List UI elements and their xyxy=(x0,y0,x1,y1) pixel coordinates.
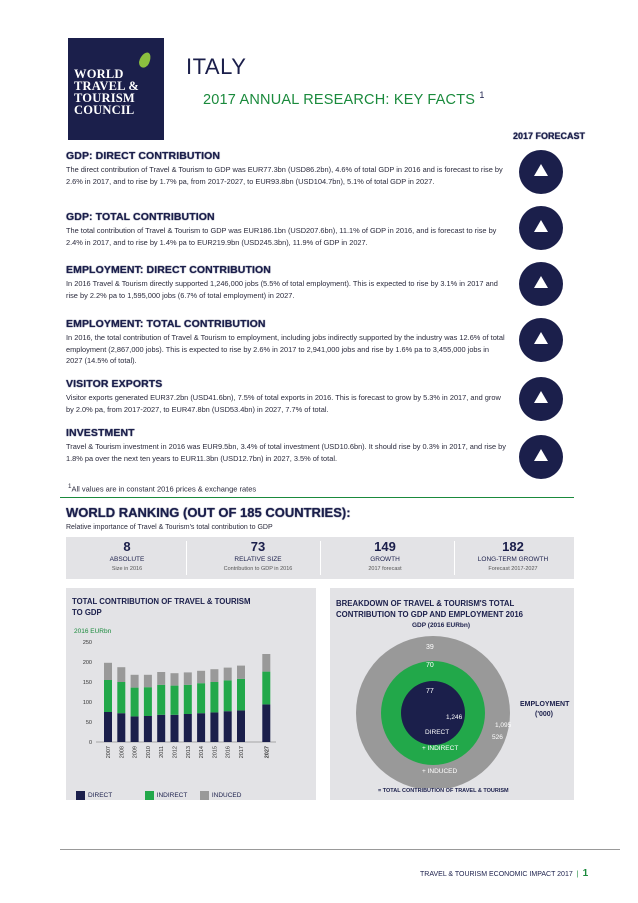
bar-direct-2008 xyxy=(117,713,125,742)
bar-indirect-2027 xyxy=(262,672,270,705)
bar-direct-2007 xyxy=(104,712,112,742)
bar-indirect-2016 xyxy=(224,680,232,711)
breakdown-panel xyxy=(330,588,574,800)
emp-direct-value: 1,246 xyxy=(446,714,463,721)
bar-induced-2008 xyxy=(117,667,125,682)
world-ranking-title: WORLD RANKING (OUT OF 185 COUNTRIES): xyxy=(66,505,351,520)
section-body: In 2016 Travel & Tourism directly supported 1,246,000 jobs (5.5% of total employment). This is expected to rise by 3.1% in 2017 and rise by 2.2% pa to 1,595,000 jobs (6.7% of total employment) in 2027. xyxy=(66,279,498,300)
forecast-up-badge xyxy=(519,150,563,194)
bar-induced-2010 xyxy=(144,675,152,687)
chart-legend xyxy=(76,784,241,802)
x-tick-label: 2011 xyxy=(159,746,166,758)
bar-indirect-2007 xyxy=(104,680,112,712)
y-tick-label: 250 xyxy=(82,640,92,646)
divider xyxy=(60,497,574,498)
x-tick-label: 2007 xyxy=(106,746,112,759)
up-arrow-icon xyxy=(534,276,548,288)
legend-induced: INDUCED xyxy=(200,792,242,799)
section-gdp-total xyxy=(66,211,506,248)
bar-indirect-2012 xyxy=(171,686,179,715)
direct-label: DIRECT xyxy=(425,729,450,736)
bar-induced-2013 xyxy=(184,672,192,684)
bar-direct-2027 xyxy=(262,704,270,742)
y-tick-label: 0 xyxy=(88,740,92,746)
section-title: INVESTMENT xyxy=(66,427,135,439)
bar-indirect-2010 xyxy=(144,687,152,716)
bar-direct-2017 xyxy=(237,710,245,742)
bar-indirect-2015 xyxy=(210,682,218,712)
forecast-up-badge xyxy=(519,262,563,306)
bar-direct-2015 xyxy=(210,712,218,742)
gdp-induced-value: 39 xyxy=(426,644,434,651)
x-tick-label: 2016 xyxy=(225,746,232,759)
forecast-up-badge xyxy=(519,206,563,250)
up-arrow-icon xyxy=(534,332,548,344)
bar-direct-2014 xyxy=(197,713,205,742)
forecast-heading: 2017 FORECAST xyxy=(513,131,586,141)
bar-direct-2011 xyxy=(157,715,165,742)
bar-indirect-2014 xyxy=(197,683,205,713)
bar-direct-2010 xyxy=(144,716,152,742)
gdp-bar-chart xyxy=(66,636,316,776)
x-tick-label: 2015 xyxy=(212,746,219,759)
wttc-logo xyxy=(68,38,164,140)
bar-indirect-2011 xyxy=(157,685,165,715)
page-title: ITALY xyxy=(186,54,247,79)
world-ranking-subtitle: Relative importance of Travel & Tourism's total contribution to GDP xyxy=(66,524,273,531)
rank-growth: 149 GROWTH 2017 forecast xyxy=(368,539,402,572)
up-arrow-icon xyxy=(534,391,548,403)
chart-title: TOTAL CONTRIBUTION OF TRAVEL & TOURISM TO GDP xyxy=(72,597,251,617)
x-tick-label: 2017 xyxy=(239,746,245,759)
x-tick-label: 2027 xyxy=(264,746,271,759)
rank-long-term-growth: 182 LONG-TERM GROWTH Forecast 2017-2027 xyxy=(477,539,549,572)
rank-relative-size: 73 RELATIVE SIZE Contribution to GDP in 2016 xyxy=(223,539,293,572)
indirect-label: + INDIRECT xyxy=(422,745,459,752)
bar-induced-2027 xyxy=(262,654,270,672)
x-tick-label: 2010 xyxy=(145,746,152,759)
total-contribution-note: = TOTAL CONTRIBUTION OF TRAVEL & TOURISM xyxy=(378,788,509,794)
x-tick-label: 2014 xyxy=(199,746,206,759)
employment-label: EMPLOYMENT ('000) xyxy=(520,701,570,718)
bar-induced-2012 xyxy=(171,673,179,685)
bar-induced-2007 xyxy=(104,663,112,680)
y-tick-label: 100 xyxy=(82,700,92,706)
section-employment-total xyxy=(66,318,506,367)
emp-induced-value: 526 xyxy=(492,734,503,741)
x-tick-label: 2012 xyxy=(172,746,179,759)
footnote: $^1$All values are in constant 2016 prices & exchange rates xyxy=(68,483,257,494)
bar-induced-2009 xyxy=(131,675,139,688)
bar-indirect-2009 xyxy=(131,688,139,717)
forecast-up-badge xyxy=(519,377,563,421)
section-title: EMPLOYMENT: DIRECT CONTRIBUTION xyxy=(66,264,271,276)
up-arrow-icon xyxy=(534,449,548,461)
gdp-label: GDP (2016 EURbn) xyxy=(412,622,471,629)
legend-indirect: INDIRECT xyxy=(145,792,188,799)
page-subtitle: 2017 ANNUAL RESEARCH: KEY FACTS $^1$ xyxy=(203,90,485,108)
x-tick-label: 2013 xyxy=(185,746,192,759)
leaf-icon xyxy=(137,51,153,70)
forecast-up-badge xyxy=(519,318,563,362)
logo-text: WORLD TRAVEL & TOURISM COUNCIL xyxy=(74,67,139,117)
bar-direct-2012 xyxy=(171,715,179,742)
section-employment-direct xyxy=(66,264,506,301)
section-body: In 2016, the total contribution of Travel & Tourism to employment, including jobs indirectly supported by the industry was 12.6% of total employment (2,867,000 jobs). This is expected to rise by 2.6% in 2017 to 2,941,000 jobs and rise by 1.6% pa to 3,455,000 jobs in 2027 (14.5% of total). xyxy=(66,333,505,365)
emp-indirect-value: 1,095 xyxy=(495,722,512,729)
gdp-indirect-value: 70 xyxy=(426,662,434,669)
induced-label: + INDUCED xyxy=(422,768,458,775)
page-number: 1 xyxy=(582,868,589,879)
section-visitor-exports xyxy=(66,378,506,415)
up-arrow-icon xyxy=(534,164,548,176)
section-investment xyxy=(66,427,506,464)
footer-rule xyxy=(60,849,620,850)
up-arrow-icon xyxy=(534,220,548,232)
x-tick-label: 2008 xyxy=(119,746,126,759)
section-body: The direct contribution of Travel & Tourism to GDP was EUR77.3bn (USD86.2bn), 4.6% of total GDP in 2016 and is forecast to rise by 2.6% in 2017, and to rise by 1.7% pa, from 2017-2027, to EUR93.8bn (USD104.7bn), 5.1% of total GDP in 2027. xyxy=(66,165,503,186)
section-body: Travel & Tourism investment in 2016 was EUR9.5bn, 3.4% of total investment (USD10.6bn). It should rise by 0.3% in 2017, and rise by 1.8% pa over the next ten years to EUR11.3bn (USD12.7bn) in 2027, 3.5% of total. xyxy=(66,442,506,463)
section-title: EMPLOYMENT: TOTAL CONTRIBUTION xyxy=(66,318,266,330)
section-title: GDP: DIRECT CONTRIBUTION xyxy=(66,150,221,162)
gdp-direct-value: 77 xyxy=(426,688,434,695)
y-tick-label: 150 xyxy=(82,680,92,686)
bar-indirect-2013 xyxy=(184,685,192,714)
divider xyxy=(186,541,187,575)
section-title: VISITOR EXPORTS xyxy=(66,378,163,390)
bar-direct-2009 xyxy=(131,716,139,742)
bar-induced-2014 xyxy=(197,671,205,683)
y-tick-label: 50 xyxy=(85,720,92,726)
bar-direct-2016 xyxy=(224,711,232,742)
rank-absolute: 8 ABSOLUTE Size in 2016 xyxy=(109,539,145,572)
bar-induced-2015 xyxy=(210,669,218,682)
y-tick-label: 200 xyxy=(82,660,92,666)
bar-induced-2016 xyxy=(224,668,232,681)
bar-induced-2011 xyxy=(157,672,165,685)
forecast-up-badge xyxy=(519,435,563,479)
chart-title: BREAKDOWN OF TRAVEL & TOURISM'S TOTAL CONTRIBUTION TO GDP AND EMPLOYMENT 2016 xyxy=(336,599,524,619)
section-gdp-direct xyxy=(66,150,506,187)
bar-indirect-2008 xyxy=(117,682,125,713)
section-title: GDP: TOTAL CONTRIBUTION xyxy=(66,211,215,223)
bar-direct-2013 xyxy=(184,714,192,742)
section-body: Visitor exports generated EUR37.2bn (USD41.6bn), 7.5% of total exports in 2016. This is forecast to grow by 5.3% in 2017, and grow by 2.0% pa, from 2017-2027, to EUR47.8bn (USD53.4bn) in 2027, 7.7% of total. xyxy=(66,393,501,414)
divider xyxy=(320,541,321,575)
gdp-bar-chart-panel xyxy=(66,588,316,800)
divider xyxy=(454,541,455,575)
legend-direct: DIRECT xyxy=(76,792,112,799)
bar-induced-2017 xyxy=(237,666,245,679)
section-body: The total contribution of Travel & Tourism to GDP was EUR186.1bn (USD207.6bn), 11.1% of GDP in 2016, and is forecast to rise by 2.4% in 2017, and to rise by 1.4% pa to EUR219.9bn (USD245.3bn), 11.9% of GDP in 2027. xyxy=(66,226,497,247)
x-tick-label: 2009 xyxy=(132,746,139,759)
chart-unit-label: 2016 EURbn xyxy=(74,628,112,635)
bar-indirect-2017 xyxy=(237,679,245,711)
page-footer: TRAVEL & TOURISM ECONOMIC IMPACT 2017 | 1 xyxy=(420,868,589,879)
